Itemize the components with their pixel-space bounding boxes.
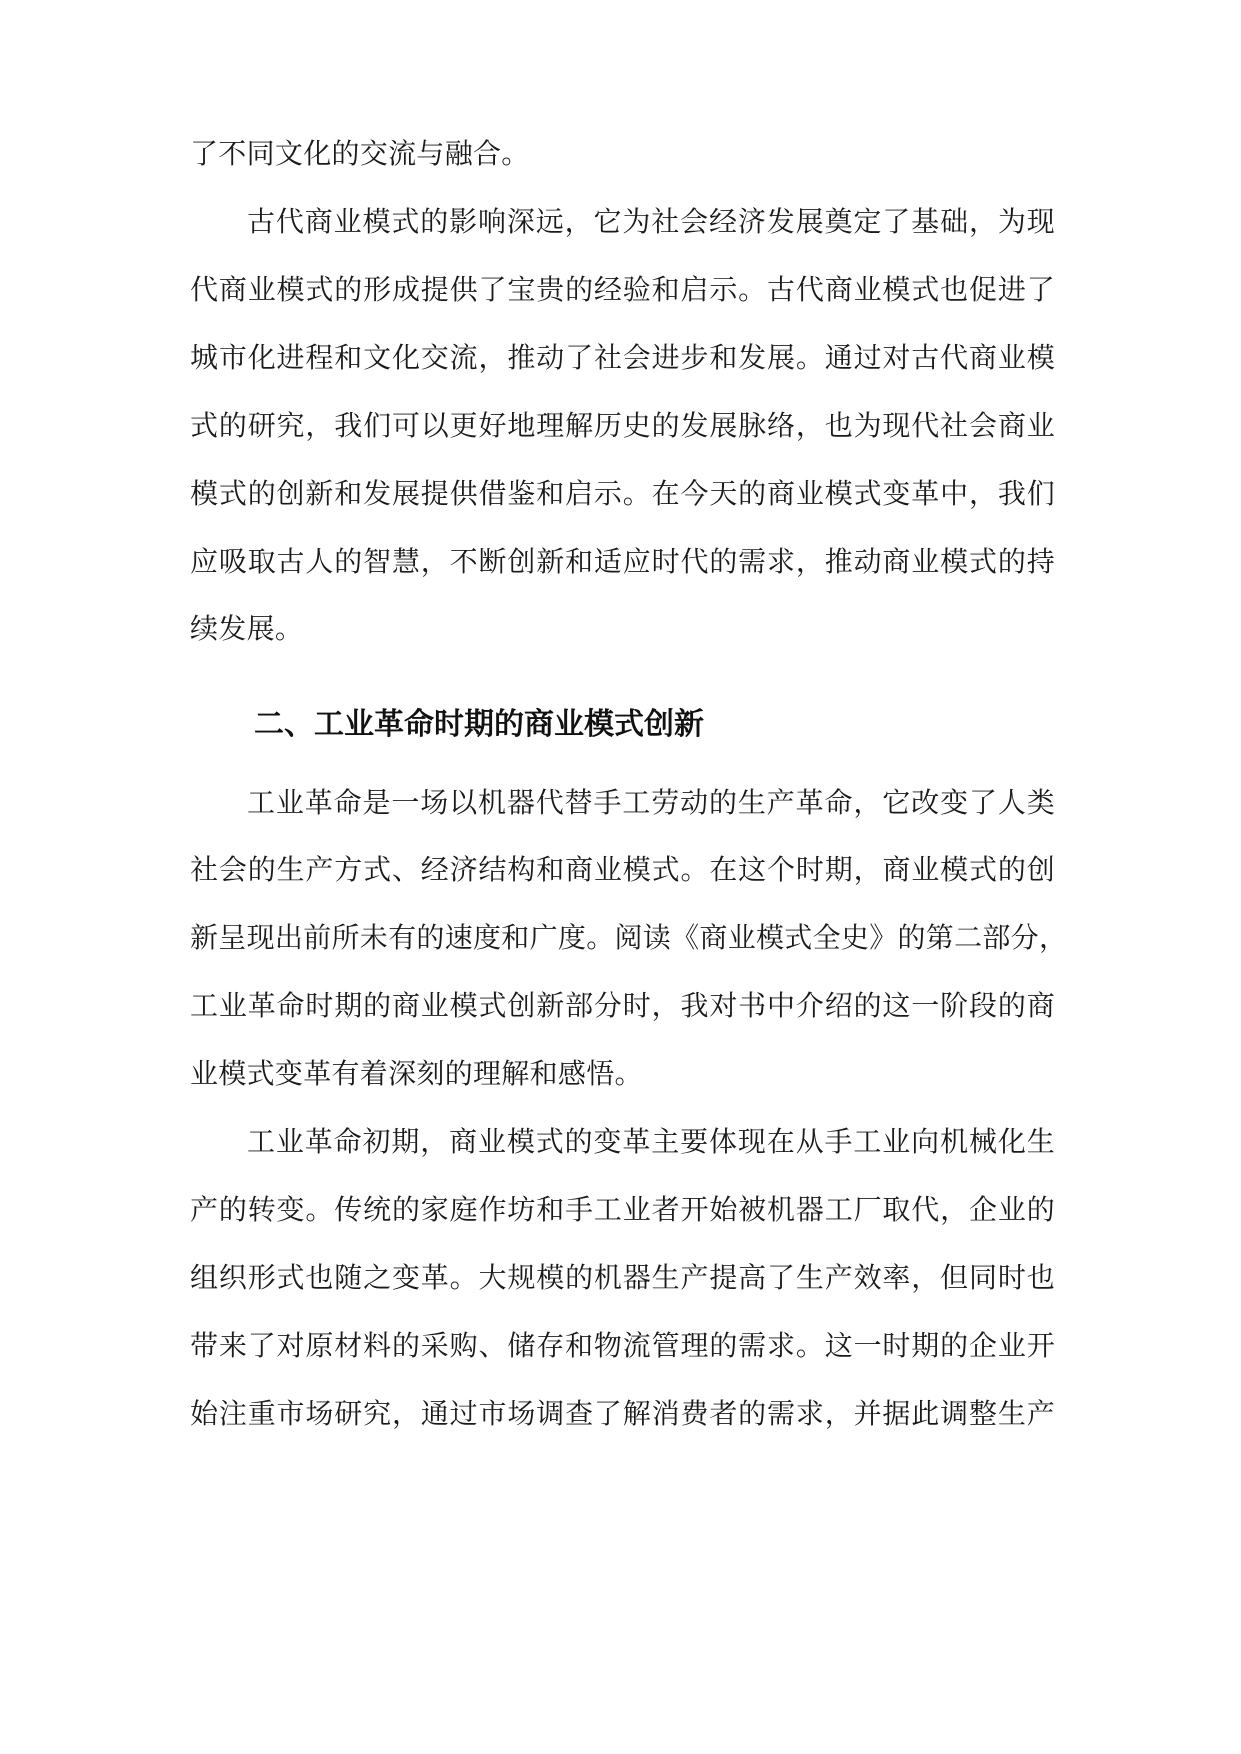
text-line: 式的研究，我们可以更好地理解历史的发展脉络，也为现代社会商业: [190, 409, 1055, 442]
text-line: 组织形式也随之变革。大规模的机器生产提高了生产效率，但同时也: [190, 1261, 1055, 1294]
text-line: 带来了对原材料的采购、储存和物流管理的需求。这一时期的企业开: [190, 1329, 1055, 1362]
text-line: 产的转变。传统的家庭作坊和手工业者开始被机器工厂取代，企业的: [190, 1193, 1055, 1226]
section-heading: 二、工业革命时期的商业模式创新: [254, 707, 704, 742]
text-line: 了不同文化的交流与融合。: [190, 137, 530, 170]
text-line: 城市化进程和文化交流，推动了社会进步和发展。通过对古代商业模: [190, 341, 1055, 374]
text-line: 模式的创新和发展提供借鉴和启示。在今天的商业模式变革中，我们: [190, 477, 1055, 510]
text-line: 应吸取古人的智慧，不断创新和适应时代的需求，推动商业模式的持: [190, 545, 1055, 578]
text-line: 业模式变革有着深刻的理解和感悟。: [190, 1057, 643, 1090]
text-line: 续发展。: [190, 612, 304, 645]
text-line: 工业革命时期的商业模式创新部分时，我对书中介绍的这一阶段的商: [190, 989, 1055, 1022]
paragraph-first-line: 古代商业模式的影响深远，它为社会经济发展奠定了基础，为现: [247, 205, 1055, 238]
text-line: 社会的生产方式、经济结构和商业模式。在这个时期，商业模式的创: [190, 853, 1055, 886]
text-line: 始注重市场研究，通过市场调查了解消费者的需求，并据此调整生产: [190, 1397, 1055, 1430]
paragraph-first-line: 工业革命是一场以机器代替手工劳动的生产革命，它改变了人类: [247, 786, 1055, 819]
paragraph-first-line: 工业革命初期，商业模式的变革主要体现在从手工业向机械化生: [247, 1125, 1055, 1158]
text-line: 代商业模式的形成提供了宝贵的经验和启示。古代商业模式也促进了: [190, 273, 1055, 306]
text-line: 新呈现出前所未有的速度和广度。阅读《商业模式全史》的第二部分，: [190, 921, 1068, 954]
